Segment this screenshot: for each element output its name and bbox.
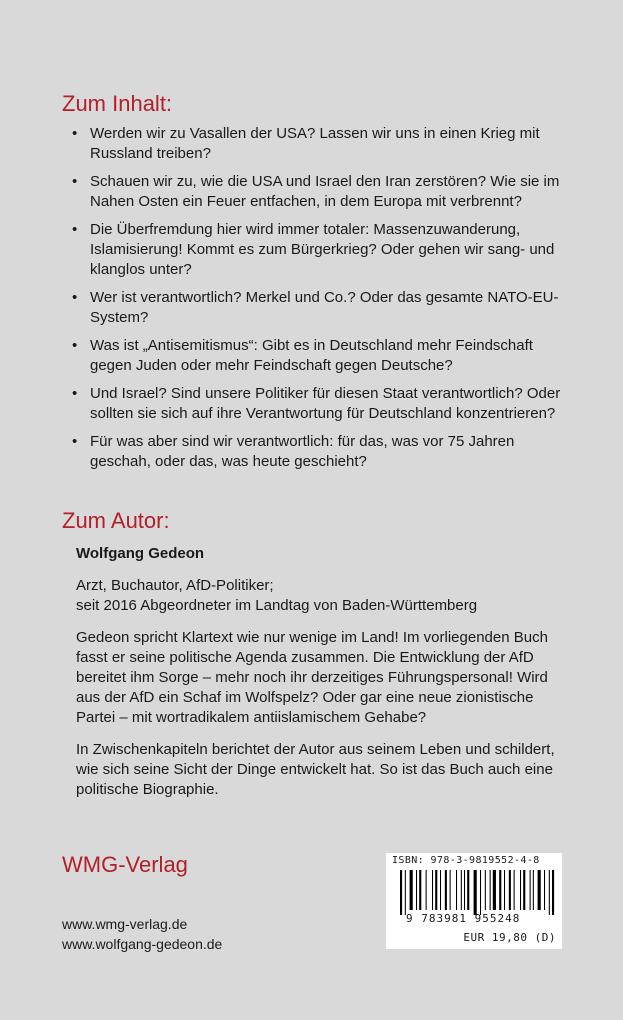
barcode-bar <box>474 870 477 915</box>
list-item-text: Wer ist verantwortlich? Merkel und Co.? Oder das gesamte NATO-EU-System? <box>90 289 559 326</box>
author-paragraph-2: In Zwischenkapiteln berichtet der Autor aus seinem Leben und schildert, wie sich seine Sicht der Dinge entwickelt hat. So ist das Buch auch eine politische Biographie. <box>76 741 555 798</box>
barcode-bar <box>432 870 433 910</box>
author-credentials <box>76 576 576 616</box>
bullet-icon: • <box>72 385 78 402</box>
isbn-barcode <box>386 853 562 949</box>
author-role: Arzt, Buchautor, AfD-Politiker; <box>76 577 274 594</box>
barcode-bar <box>435 870 437 910</box>
price-text: EUR 19,80 (D) <box>463 931 556 944</box>
author-section <box>76 544 576 812</box>
barcode-bar <box>533 870 534 910</box>
barcode-bar <box>520 870 521 910</box>
barcode-bar <box>509 870 511 910</box>
barcode-bar <box>450 870 451 910</box>
list-item <box>62 336 562 376</box>
link-wmg-verlag[interactable]: www.wmg-verlag.de <box>62 916 188 932</box>
list-item-text: Werden wir zu Vasallen der USA? Lassen wir uns in einen Krieg mit Russland treiben? <box>90 125 540 162</box>
list-item-text: Die Überfremdung hier wird immer totaler: Massenzuwanderung, Islamisierung! Kommt es zum Bürgerkrieg? Oder gehen wir sang- und klanglos unter? <box>90 221 555 278</box>
list-item <box>62 288 562 328</box>
barcode-bar <box>456 870 457 910</box>
bullet-icon: • <box>72 221 78 238</box>
website-links <box>62 914 222 954</box>
author-name: Wolfgang Gedeon <box>76 545 205 562</box>
barcode-bar <box>480 870 481 915</box>
author-paragraph-1: Gedeon spricht Klartext wie nur wenige im Land! Im vorliegenden Buch fasst er seine politische Agenda zusammen. Die Entwicklung der AfD bereitet ihm Sorge – mehr noch ihr derzeitiges Führungspersonal! Wird aus der AfD ein Schaf im Wolfspelz? Oder gar eine neue zionistische Partei – mit wortradikalem antiislamischem Gehabe? <box>76 629 548 726</box>
barcode-bar <box>440 870 441 910</box>
barcode-bar <box>410 870 413 910</box>
isbn-text: ISBN: 978-3-9819552-4-8 <box>392 855 540 866</box>
list-item <box>62 432 562 472</box>
list-item <box>62 220 562 280</box>
barcode-bar <box>544 870 545 910</box>
barcode-bar <box>552 870 554 915</box>
list-item <box>62 124 562 164</box>
list-item-text: Für was aber sind wir verantwortlich: für das, was vor 75 Jahren geschah, oder das, was heute geschieht? <box>90 433 515 470</box>
barcode-bar <box>467 870 469 910</box>
barcode-bar <box>493 870 496 910</box>
barcode-bar <box>400 870 402 915</box>
barcode-bar <box>464 870 465 910</box>
barcode-bar <box>405 870 406 915</box>
list-item <box>62 384 562 424</box>
barcode-digits: 9 783981 955248 <box>406 912 521 925</box>
barcode-bar <box>504 870 505 910</box>
barcode-bar <box>445 870 447 910</box>
barcode-bar <box>426 870 427 910</box>
bullet-icon: • <box>72 433 78 450</box>
link-wolfgang-gedeon[interactable]: www.wolfgang-gedeon.de <box>62 936 223 952</box>
list-item <box>62 172 562 212</box>
barcode-bar <box>523 870 525 910</box>
list-item-text: Und Israel? Sind unsere Politiker für diesen Staat verantwortlich? Oder sollten sie sich auf ihre Verantwortung für Deutschland konzentrieren? <box>90 385 561 422</box>
bullet-icon: • <box>72 289 78 306</box>
barcode-bar <box>499 870 501 910</box>
barcode-bars-icon <box>386 853 562 917</box>
publisher-name: WMG-Verlag <box>62 852 188 877</box>
content-bullet-list <box>62 124 562 480</box>
list-item-text: Was ist „Antisemitismus“: Gibt es in Deutschland mehr Feindschaft gegen Juden oder mehr Feindschaft gegen Deutsche? <box>90 337 533 374</box>
barcode-bar <box>461 870 462 910</box>
barcode-bar <box>490 870 491 910</box>
barcode-bar <box>419 870 421 910</box>
bullet-icon: • <box>72 125 78 142</box>
barcode-bar <box>416 870 417 910</box>
barcode-bar <box>485 870 486 910</box>
bullet-icon: • <box>72 337 78 354</box>
content-heading: Zum Inhalt: <box>62 91 173 116</box>
barcode-bar <box>514 870 515 910</box>
author-position: seit 2016 Abgeordneter im Landtag von Baden-Württemberg <box>76 597 478 614</box>
author-heading: Zum Autor: <box>62 508 170 533</box>
barcode-bar <box>530 870 531 910</box>
barcode-bar <box>538 870 541 910</box>
list-item-text: Schauen wir zu, wie die USA und Israel den Iran zerstören? Wie sie im Nahen Osten ein Feuer entfachen, in dem Europa mit verbrennt? <box>90 173 560 210</box>
barcode-bar <box>549 870 550 915</box>
bullet-icon: • <box>72 173 78 190</box>
